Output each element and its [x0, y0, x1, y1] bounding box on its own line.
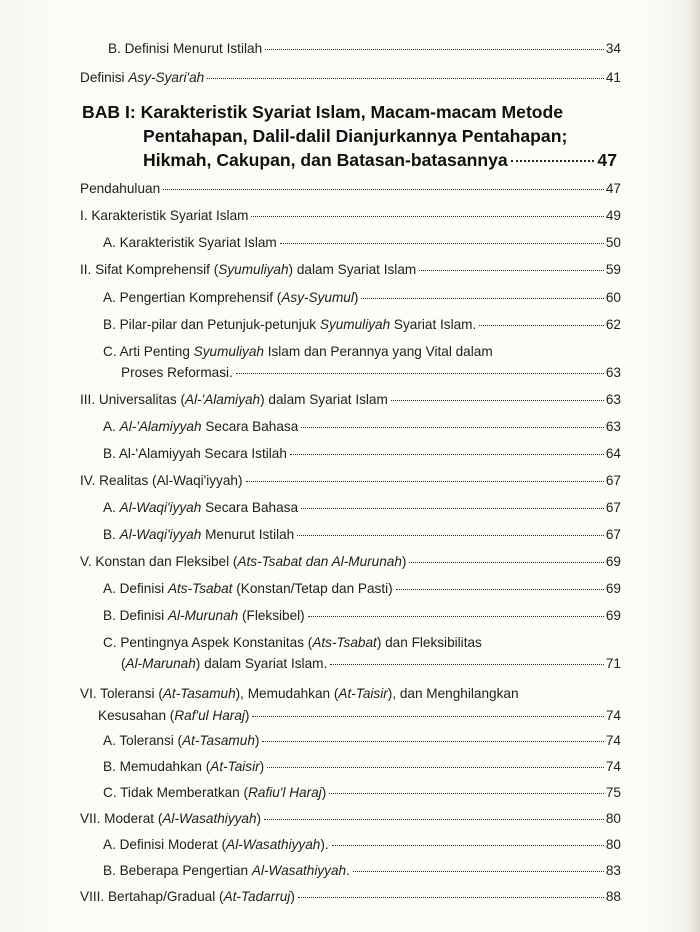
dot-leader — [264, 819, 604, 820]
chapter-title-line-2: Pentahapan, Dalil-dalil Dianjurkannya Pentahapan; — [143, 126, 568, 146]
toc-entry[interactable] — [103, 784, 621, 802]
toc-entry-title: B. Pilar-pilar dan Petunjuk-petunjuk Syumuliyah Syariat Islam. — [103, 317, 477, 332]
dot-leader — [297, 535, 604, 536]
toc-entry-title: B. Definisi Menurut Istilah — [108, 41, 263, 56]
toc-page-number: 59 — [605, 262, 621, 277]
dot-leader — [163, 189, 604, 190]
toc-entry-title: Definisi Asy-Syari'ah — [80, 70, 205, 85]
toc-page-number: 47 — [605, 181, 621, 196]
toc-entry[interactable] — [80, 207, 621, 225]
toc-entry-title: B. Al-'Alamiyyah Secara Istilah — [103, 446, 287, 461]
dot-leader — [391, 400, 604, 401]
toc-entry[interactable] — [103, 732, 621, 750]
toc-entry[interactable] — [80, 391, 621, 409]
toc-page-number: 74 — [605, 759, 621, 774]
toc-entry[interactable] — [103, 580, 621, 598]
toc-page-number: 67 — [605, 527, 621, 542]
dot-leader — [332, 845, 604, 846]
toc-page-number: 63 — [605, 419, 621, 434]
dot-leader — [298, 897, 604, 898]
toc-page-number: 63 — [605, 365, 621, 380]
toc-entry-title: A. Toleransi (At-Tasamuh) — [103, 733, 260, 748]
toc-entry-title: A. Pengertian Komprehensif (Asy-Syumul) — [103, 290, 359, 305]
dot-leader — [396, 589, 604, 590]
toc-entry-title: VII. Moderat (Al-Wasathiyyah) — [80, 811, 262, 826]
toc-page-number: 69 — [605, 581, 621, 596]
toc-entry[interactable] — [103, 758, 621, 776]
toc-entry-title: A. Definisi Moderat (Al-Wasathiyyah). — [103, 837, 329, 852]
toc-page-number: 63 — [605, 392, 621, 407]
toc-entry-title: VIII. Bertahap/Gradual (At-Tadarruj) — [80, 889, 295, 904]
dot-leader — [329, 793, 604, 794]
toc-page-number: 67 — [605, 473, 621, 488]
toc-page-number: 75 — [605, 785, 621, 800]
dot-leader — [409, 562, 603, 563]
chapter-title-line-3: Hikmah, Cakupan, dan Batasan-batasannya 47 — [143, 150, 617, 170]
toc-entry-title: II. Sifat Komprehensif (Syumuliyah) dalam Syariat Islam — [80, 262, 417, 277]
toc-page-number: 80 — [605, 837, 621, 852]
toc-entry-continuation: Proses Reformasi. — [121, 365, 233, 380]
toc-entry[interactable] — [80, 180, 621, 198]
dot-leader — [479, 325, 604, 326]
dot-leader — [330, 664, 604, 665]
dot-leader — [301, 427, 604, 428]
toc-entry-title: B. Beberapa Pengertian Al-Wasathiyyah. — [103, 863, 350, 878]
dot-leader — [265, 49, 604, 50]
toc-entry[interactable] — [121, 655, 621, 673]
toc-page-number: 49 — [605, 208, 621, 223]
toc-entry[interactable] — [103, 418, 621, 436]
toc-page-number: 88 — [605, 889, 621, 904]
dot-leader — [236, 373, 604, 374]
toc-entry[interactable] — [80, 810, 621, 828]
dot-leader — [267, 767, 604, 768]
toc-entry-title: C. Pentingnya Aspek Konstanitas (Ats-Tsabat) dan Fleksibilitas — [103, 635, 482, 650]
toc-entry-title: VI. Toleransi (At-Tasamuh), Memudahkan (At-Taisir), dan Menghilangkan — [80, 686, 519, 701]
chapter-heading[interactable] — [82, 100, 617, 172]
toc-entry-title: A. Karakteristik Syariat Islam — [103, 235, 277, 250]
toc-entry[interactable] — [80, 553, 621, 571]
dot-leader — [207, 78, 604, 79]
toc-entry[interactable] — [103, 234, 621, 252]
toc-entry-title: A. Al-Waqi'iyyah Secara Bahasa — [103, 500, 299, 515]
dot-leader — [290, 454, 604, 455]
toc-page-number: 69 — [605, 608, 621, 623]
dot-leader — [251, 216, 603, 217]
toc-entry-continuation: (Al-Marunah) dalam Syariat Islam. — [121, 656, 328, 671]
toc-entry[interactable] — [103, 499, 621, 517]
toc-entry-title: C. Arti Penting Syumuliyah Islam dan Perannya yang Vital dalam — [103, 344, 493, 359]
toc-entry-continuation: Kesusahan (Raf'ul Haraj) — [98, 708, 250, 723]
toc-entry[interactable] — [80, 472, 621, 490]
toc-entry[interactable] — [108, 40, 621, 58]
toc-page-number: 41 — [605, 70, 621, 85]
toc-entry[interactable] — [80, 888, 621, 906]
toc-entry-title: III. Universalitas (Al-'Alamiyah) dalam Syariat Islam — [80, 392, 388, 407]
chapter-page-number: 47 — [597, 150, 617, 170]
toc-page-number: 80 — [605, 811, 621, 826]
toc-page-number: 71 — [605, 656, 621, 671]
dot-leader — [361, 298, 604, 299]
toc-page-number: 74 — [605, 708, 621, 723]
toc-entry-title: B. Memudahkan (At-Taisir) — [103, 759, 265, 774]
toc-page-number: 69 — [605, 554, 621, 569]
toc-page-number: 74 — [605, 733, 621, 748]
dot-leader — [419, 270, 604, 271]
toc-entry[interactable] — [103, 289, 621, 307]
toc-entry-title: I. Karakteristik Syariat Islam — [80, 208, 249, 223]
toc-entry-title: A. Definisi Ats-Tsabat (Konstan/Tetap dan Pasti) — [103, 581, 393, 596]
toc-entry[interactable] — [103, 862, 621, 880]
toc-entry-title: V. Konstan dan Fleksibel (Ats-Tsabat dan Al-Murunah) — [80, 554, 407, 569]
toc-entry-title: A. Al-'Alamiyyah Secara Bahasa — [103, 419, 299, 434]
toc-entry[interactable] — [80, 69, 621, 87]
toc-entry[interactable] — [80, 261, 621, 279]
toc-entry[interactable] — [103, 607, 621, 625]
dot-leader — [353, 871, 604, 872]
toc-page-number: 62 — [605, 317, 621, 332]
toc-entry-title: C. Tidak Memberatkan (Rafiu'l Haraj) — [103, 785, 327, 800]
toc-page-number: 64 — [605, 446, 621, 461]
toc-page-number: 83 — [605, 863, 621, 878]
dot-leader — [262, 741, 603, 742]
dot-leader — [280, 243, 604, 244]
toc-entry[interactable] — [103, 526, 621, 544]
toc-entry-title: B. Definisi Al-Murunah (Fleksibel) — [103, 608, 305, 623]
toc-page-number: 67 — [605, 500, 621, 515]
toc-entry[interactable] — [98, 707, 621, 725]
toc-page-number: 34 — [605, 41, 621, 56]
toc-entry-title: B. Al-Waqi'iyyah Menurut Istilah — [103, 527, 295, 542]
toc-entry[interactable] — [103, 836, 621, 854]
toc-page-number: 60 — [605, 290, 621, 305]
chapter-title-line-1: BAB I: Karakteristik Syariat Islam, Macam-macam Metode — [82, 102, 564, 122]
toc-entry-title: Pendahuluan — [80, 181, 161, 196]
dot-leader — [511, 160, 595, 162]
dot-leader — [308, 616, 604, 617]
toc-entry-title: IV. Realitas (Al-Waqi'iyyah) — [80, 473, 243, 488]
toc-page-number: 50 — [605, 235, 621, 250]
dot-leader — [301, 508, 604, 509]
toc-entry[interactable] — [103, 316, 621, 334]
dot-leader — [252, 716, 603, 717]
toc-entry[interactable] — [121, 364, 621, 382]
dot-leader — [246, 481, 604, 482]
toc-entry[interactable] — [103, 445, 621, 463]
